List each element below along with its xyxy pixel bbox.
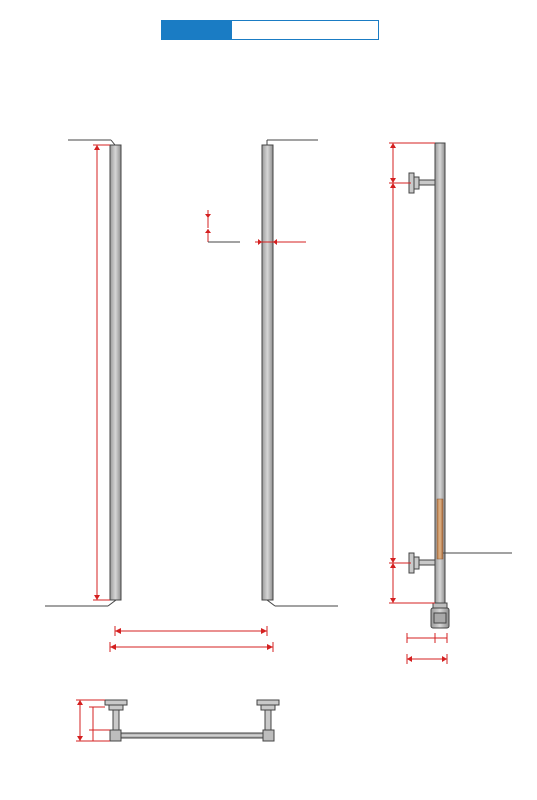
right-rail (262, 145, 273, 600)
left-rail (110, 145, 121, 600)
side-bracket-top (409, 173, 435, 193)
heater-element (437, 499, 443, 559)
side-bottom-connector (431, 603, 449, 628)
side-bracket-bottom (409, 553, 435, 573)
top-view-drawing (105, 700, 279, 741)
